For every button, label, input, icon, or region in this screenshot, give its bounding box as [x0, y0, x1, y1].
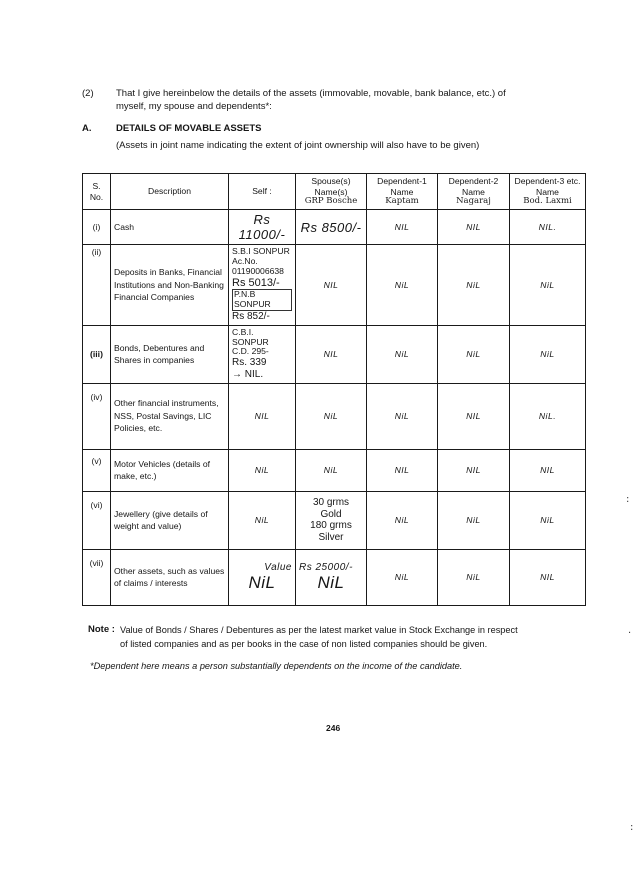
header-dep1-label: Dependent-1 Name	[377, 176, 427, 197]
row-sno: (iv)	[83, 383, 111, 449]
row-description: Motor Vehicles (details of make, etc.)	[111, 449, 229, 491]
row-dep2-value: NiL	[438, 245, 510, 326]
self-line: Rs 852/-	[232, 311, 270, 323]
self-line: P.N.B SONPUR	[232, 289, 292, 311]
row-sno: (iii)	[83, 325, 111, 383]
row-dep1-value: NiL	[367, 549, 438, 605]
header-dep2-label: Dependent-2 Name	[448, 176, 499, 197]
scan-mark: ·	[628, 628, 632, 639]
self-line: Rs. 339	[232, 357, 267, 369]
row-sno: (ii)	[83, 245, 111, 326]
footnote: *Dependent here means a person substantially dependents on the income of the candidate.	[90, 661, 463, 671]
header-dep3-label: Dependent-3 etc. Name	[514, 176, 581, 197]
scan-mark: :	[626, 494, 630, 505]
row-dep3-value: NIL	[510, 449, 586, 491]
table-row-jewellery	[83, 491, 586, 549]
header-description: Description	[111, 174, 229, 210]
header-spouse-handwritten: GRP Bosche	[304, 195, 358, 206]
section-subheading: (Assets in joint name indicating the extent of joint ownership will also have to be given)	[116, 140, 480, 151]
row-dep3-value: NiL	[510, 491, 586, 549]
row-dep2-value: NiL	[438, 491, 510, 549]
row-self-value: NiL	[229, 449, 296, 491]
row-dep3-value: NiL	[510, 325, 586, 383]
item-number: (2)	[82, 88, 94, 99]
table-row-cash	[83, 210, 586, 245]
row-self-value: NiL	[229, 491, 296, 549]
row-dep1-value: NIL	[367, 449, 438, 491]
note-line-2: of listed companies and as per books in the case of non listed companies should be given.	[120, 639, 488, 649]
row-self-value	[229, 325, 296, 383]
note-line-1: Value of Bonds / Shares / Debentures as per the latest market value in Stock Exchange in respect	[120, 625, 518, 635]
header-dep1-handwritten: Kaptam	[385, 195, 419, 206]
row-self-value	[229, 245, 296, 326]
header-spouse-label: Spouse(s) Name(s)	[311, 176, 351, 197]
spouse-line: 30 grms	[312, 497, 350, 509]
section-letter: A.	[82, 123, 92, 134]
row-dep1-value: NiL	[367, 325, 438, 383]
header-dependent-2	[438, 174, 510, 210]
spouse-line: NiL	[317, 572, 345, 592]
row-spouse-value: NiL	[296, 383, 367, 449]
self-line: 01190006638	[232, 265, 284, 276]
row-dep3-value: NIL.	[510, 210, 586, 245]
header-dependent-1	[367, 174, 438, 210]
row-description: Bonds, Debentures and Shares in companies	[111, 325, 229, 383]
row-spouse-value: NIL	[296, 325, 367, 383]
table-row-bonds	[83, 325, 586, 383]
row-dep3-value: NiL	[510, 245, 586, 326]
spouse-line: 180 grms	[310, 520, 352, 532]
self-line: Ac.No.	[232, 255, 258, 266]
row-spouse-value: NIL	[296, 245, 367, 326]
self-line: NiL	[248, 572, 276, 592]
table-row-other-assets	[83, 549, 586, 605]
self-line: Value	[264, 561, 292, 573]
table-row-financial-instruments	[83, 383, 586, 449]
header-dep2-handwritten: Nagaraj	[456, 195, 491, 206]
row-self-value	[229, 549, 296, 605]
row-dep2-value: NIL	[438, 210, 510, 245]
note-label: Note :	[88, 624, 115, 635]
row-dep3-value: NiL.	[510, 383, 586, 449]
row-sno: (vii)	[83, 549, 111, 605]
item-text-line-1: That I give hereinbelow the details of the assets (immovable, movable, bank balance, etc.) of	[116, 88, 506, 99]
row-dep2-value: NIL	[438, 383, 510, 449]
row-spouse-value: NiL	[296, 449, 367, 491]
row-sno: (vi)	[83, 491, 111, 549]
table-header-row	[83, 174, 586, 210]
row-dep2-value: NiL	[438, 325, 510, 383]
row-spouse-value: Rs 8500/-	[296, 210, 367, 245]
section-heading: DETAILS OF MOVABLE ASSETS	[116, 123, 262, 134]
movable-assets-table	[82, 173, 586, 606]
self-line: → NIL.	[232, 368, 264, 380]
page-number: 246	[326, 723, 341, 733]
row-dep1-value: NiL	[367, 245, 438, 326]
row-dep3-value: NIL	[510, 549, 586, 605]
row-description: Other financial instruments, NSS, Postal Savings, LIC Policies, etc.	[111, 383, 229, 449]
item-text-line-2: myself, my spouse and dependents*:	[116, 101, 272, 112]
row-dep2-value: NIL	[438, 449, 510, 491]
table-row-deposits	[83, 245, 586, 326]
row-dep2-value: NiL	[438, 549, 510, 605]
row-description: Cash	[111, 210, 229, 245]
table-row-motor-vehicles	[83, 449, 586, 491]
header-sno: S. No.	[83, 174, 111, 210]
header-self: Self :	[229, 174, 296, 210]
self-line: Rs 5013/-	[232, 276, 280, 289]
row-dep1-value: NIL	[367, 210, 438, 245]
row-description: Deposits in Banks, Financial Institutions and Non-Banking Financial Companies	[111, 245, 229, 326]
row-description: Jewellery (give details of weight and value)	[111, 491, 229, 549]
self-line: C.B.I. SONPUR	[232, 326, 269, 347]
row-dep1-value: NiL	[367, 491, 438, 549]
self-line: S.B.I SONPUR	[232, 246, 290, 256]
row-spouse-value	[296, 491, 367, 549]
row-sno: (v)	[83, 449, 111, 491]
row-spouse-value	[296, 549, 367, 605]
spouse-line: Silver	[318, 531, 344, 543]
scan-mark: :	[630, 822, 634, 833]
row-description: Other assets, such as values of claims / interests	[111, 549, 229, 605]
header-dependent-3	[510, 174, 586, 210]
row-self-value: NIL	[229, 383, 296, 449]
row-dep1-value: NiL	[367, 383, 438, 449]
row-self-value: Rs 11000/-	[229, 210, 296, 245]
row-sno: (i)	[83, 210, 111, 245]
self-line: C.D. 295-	[232, 346, 269, 357]
spouse-line: Gold	[320, 508, 342, 520]
header-spouse	[296, 174, 367, 210]
header-dep3-handwritten: Bod. Laxmi	[523, 195, 572, 206]
spouse-line: Rs 25000/-	[299, 561, 353, 573]
